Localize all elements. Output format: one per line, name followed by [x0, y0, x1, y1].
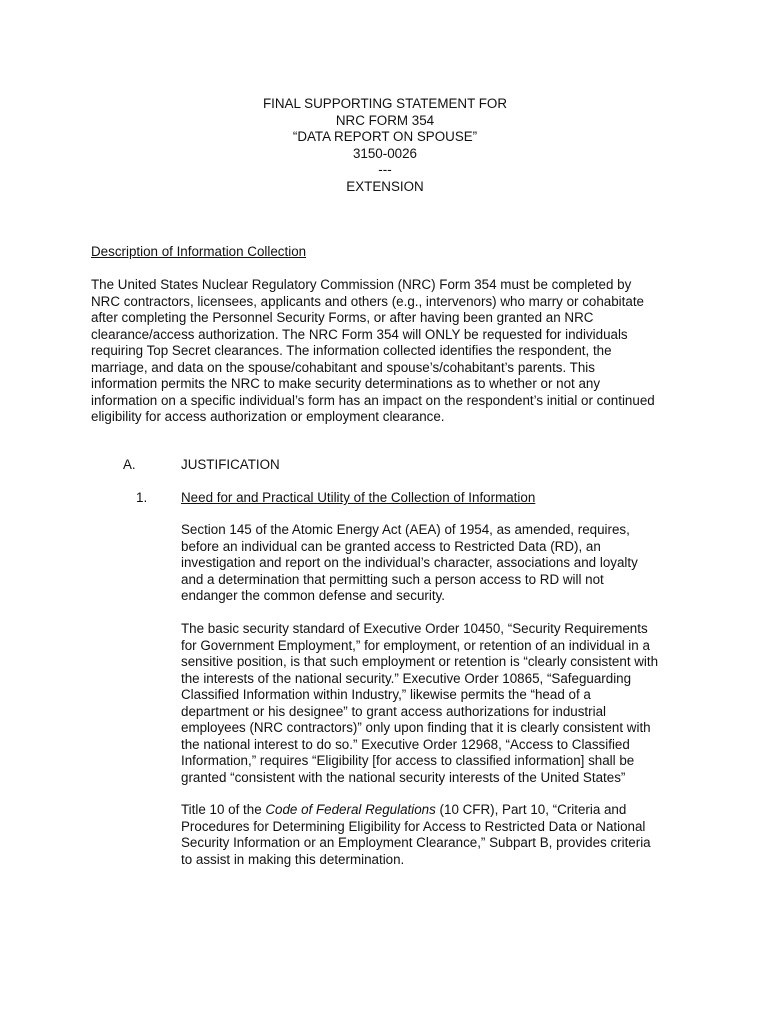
paragraph-line: Classified Information within Industry,” likewise permits the “head of a	[181, 687, 591, 702]
paragraph-line: eligibility for access authorization or employment clearance.	[91, 409, 445, 424]
paragraph-line: before an individual can be granted access to Restricted Data (RD), an	[181, 538, 601, 554]
item-1-title: Need for and Practical Utility of the Collection of Information	[181, 490, 536, 505]
paragraph-line: investigation and report on the individual’s character, associations and loyalty	[181, 555, 638, 570]
description-heading: Description of Information Collection	[91, 244, 307, 259]
description-paragraph	[91, 277, 691, 426]
title-line-4: 3150-0026	[352, 145, 418, 161]
paragraph-line: the interests of the national security.” Executive Order 10865, “Safeguarding	[181, 670, 632, 686]
title-line-1: FINAL SUPPORTING STATEMENT FOR	[262, 96, 508, 111]
title-block	[0, 96, 770, 195]
paragraph-line: the national interest to do so.” Executive Order 12968, “Access to Classified	[181, 736, 630, 752]
title-line-2: NRC FORM 354	[335, 112, 435, 128]
paragraph-line: Information,” requires “Eligibility [for access to classified information] shall be	[181, 753, 635, 768]
cfr-paragraph	[181, 802, 691, 868]
title-line-5: ---	[378, 162, 392, 177]
executive-order-paragraph	[181, 621, 691, 786]
paragraph-line: requiring Top Secret clearances. The information collected identifies the respondent, the	[91, 343, 612, 358]
cfr-line-end: (10 CFR), Part 10, “Criteria and	[435, 802, 627, 817]
paragraph-line: after completing the Personnel Security Forms, or after having been granted an NRC	[91, 310, 594, 325]
paragraph-line: granted “consistent with the national security interests of the United States”	[181, 769, 626, 785]
paragraph-line: for Government Employment,” for employment, or retention of an individual in a	[181, 637, 650, 653]
item-1-label: 1.	[136, 490, 148, 505]
paragraph-line: Procedures for Determining Eligibility for Access to Restricted Data or National	[181, 818, 646, 834]
paragraph-line: information permits the NRC to make security determinations as to whether or not any	[91, 376, 601, 391]
paragraph-line: Security Information or an Employment Clearance,” Subpart B, provides criteria	[181, 835, 651, 850]
paragraph-line: to assist in making this determination.	[181, 851, 405, 867]
cfr-title-italic: Code of Federal Regulations	[265, 802, 436, 817]
paragraph-line: information on a specific individual’s form has an impact on the respondent’s initial or continued	[91, 392, 655, 408]
section-a-title: JUSTIFICATION	[181, 457, 280, 472]
paragraph-line: employees (NRC contractors)” only upon finding that it is clearly consistent with	[181, 720, 651, 735]
paragraph-line: The basic security standard of Executive Order 10450, “Security Requirements	[181, 621, 648, 636]
paragraph-line: clearance/access authorization. The NRC Form 354 will ONLY be requested for individuals	[91, 326, 628, 342]
paragraph-line: and a determination that permitting such a person access to RD will not	[181, 571, 604, 587]
paragraph-line: NRC contractors, licensees, applicants and others (e.g., intervenors) who marry or cohabitate	[91, 293, 644, 309]
paragraph-line: Section 145 of the Atomic Energy Act (AEA) of 1954, as amended, requires,	[181, 522, 630, 537]
paragraph-line: endanger the common defense and security.	[181, 588, 446, 603]
paragraph-line	[181, 802, 691, 819]
section-a-label: A.	[123, 457, 136, 472]
title-line-3: “DATA REPORT ON SPOUSE”	[292, 129, 478, 144]
cfr-line-start: Title 10 of the	[181, 802, 266, 817]
title-line-6: EXTENSION	[346, 178, 424, 194]
paragraph-line: sensitive position, is that such employment or retention is “clearly consistent with	[181, 654, 659, 669]
paragraph-line: The United States Nuclear Regulatory Commission (NRC) Form 354 must be completed by	[91, 277, 632, 292]
paragraph-line: marriage, and data on the spouse/cohabitant and spouse’s/cohabitant’s parents. This	[91, 359, 595, 375]
paragraph-line: department or his designee” to grant access authorizations for industrial	[181, 703, 607, 719]
aea-paragraph	[181, 522, 691, 605]
